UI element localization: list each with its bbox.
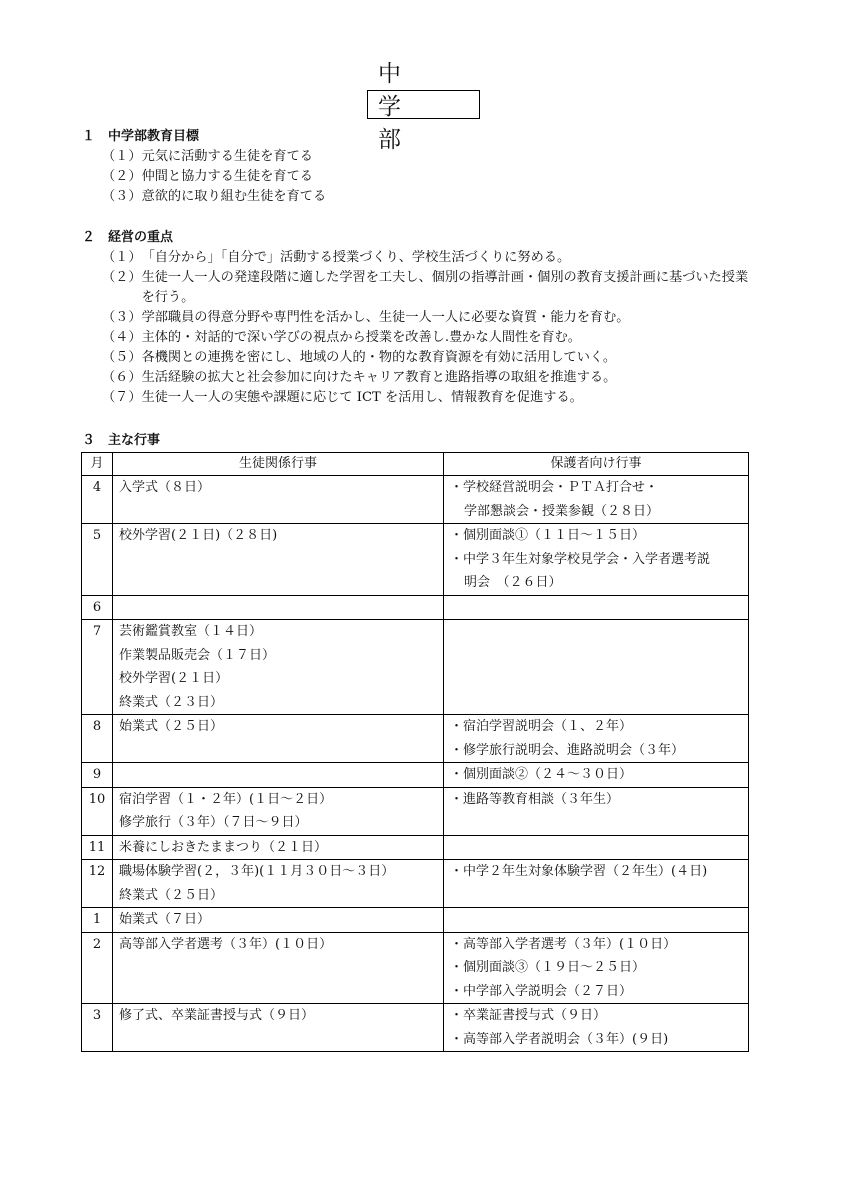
student-events-cell (113, 620, 444, 715)
list-item (82, 368, 772, 388)
table-row (82, 787, 749, 835)
student-events-cell (113, 595, 444, 620)
list-item-number: （２） (102, 169, 142, 184)
list-item (82, 328, 772, 348)
month-cell: 10 (82, 787, 113, 835)
section-events-heading-wrap (82, 431, 772, 451)
event-line: 校外学習(２１日） (119, 671, 229, 686)
parent-events-cell (444, 476, 749, 524)
list-item (82, 268, 772, 308)
list-item (82, 308, 772, 328)
student-events-cell (113, 860, 444, 908)
header-parent-events: 保護者向け行事 (444, 453, 749, 476)
student-events-cell (113, 476, 444, 524)
section-management-priorities (82, 228, 772, 408)
list-item-number: （１） (102, 149, 142, 164)
list-item-number: （７） (102, 390, 142, 405)
list-item-text: 生徒一人一人の実態や課題に応じて ICT を活用し、情報教育を促進する。 (141, 390, 583, 405)
event-line: 宿泊学習（１・２年）(１日～２日） (119, 791, 333, 807)
list-item-text: 仲間と協力する生徒を育てる (141, 169, 313, 184)
page-title: 中 学 部 (367, 90, 480, 119)
student-events-cell (113, 835, 444, 860)
list-item-number: （６） (102, 370, 142, 385)
student-events-cell (113, 524, 444, 596)
list-item (82, 248, 772, 268)
parent-events-cell (444, 763, 749, 788)
table-row (82, 476, 749, 524)
list-item (82, 388, 772, 408)
parent-events-cell (444, 860, 749, 908)
student-events-cell (113, 715, 444, 763)
event-line: 米養にしおきたままつり（２１日） (119, 839, 328, 855)
event-line: 始業式（２５日） (119, 719, 224, 734)
event-line: 校外学習(２１日)（２８日) (119, 528, 278, 543)
list-item (82, 167, 772, 187)
event-line: ・個別面談③（１９日～２５日） (450, 960, 646, 975)
parent-events-cell (444, 1004, 749, 1052)
list-item-number: （５） (102, 350, 142, 365)
header-student-events: 生徒関係行事 (113, 453, 444, 476)
table-row (82, 1004, 749, 1052)
parent-events-cell (444, 787, 749, 835)
parent-events-cell (444, 908, 749, 933)
list-item-number: （２） (102, 270, 142, 285)
event-line: ・修学旅行説明会、進路説明会（３年） (450, 742, 685, 758)
list-item-text: 主体的・対話的で深い学びの視点から授業を改善し.豊かな人間性を育む。 (141, 330, 581, 345)
events-table (81, 452, 749, 1052)
event-line: ・中学部入学説明会（２７日） (450, 983, 633, 999)
table-row (82, 860, 749, 908)
list-item-text: 生活経験の拡大と社会参加に向けたキャリア教育と進路指導の取組を推進する。 (141, 370, 617, 385)
list-item-text: 各機関との連携を密にし、地域の人的・物的な教育資源を有効に活用していく。 (141, 350, 617, 365)
list-item-number: （３） (102, 189, 142, 204)
event-line: 始業式（７日） (119, 912, 211, 927)
event-line: 学部懇談会・授業参観（２８日） (464, 503, 660, 519)
event-line: 修学旅行（３年）（７日～９日） (119, 815, 308, 830)
month-cell: 5 (82, 524, 113, 596)
section-heading: １ 中学部教育目標 (82, 129, 200, 144)
event-line: ・個別面談②（２４～３０日） (450, 767, 633, 782)
parent-events-cell (444, 620, 749, 715)
event-line: 終業式（２３日） (119, 694, 224, 710)
priorities-list (82, 248, 772, 408)
list-item (82, 348, 772, 368)
list-item (82, 187, 772, 207)
event-line: ・学校経営説明会・ＰＴＡ打合せ・ (450, 480, 659, 495)
parent-events-cell (444, 835, 749, 860)
month-cell: 9 (82, 763, 113, 788)
table-row (82, 715, 749, 763)
table-row (82, 595, 749, 620)
event-line: ・宿泊学習説明会（１、２年） (450, 719, 633, 734)
event-line: 終業式（２５日） (119, 887, 224, 903)
event-line: 作業製品販売会（１７日） (119, 647, 276, 663)
table-row (82, 835, 749, 860)
month-cell: 3 (82, 1004, 113, 1052)
list-item (82, 147, 772, 167)
list-item-text: 「自分から」「自分で」活動する授業づくり、学校生活づくりに努める。 (141, 250, 571, 265)
month-cell: 7 (82, 620, 113, 715)
table-header-row (82, 453, 749, 476)
list-item-text: 元気に活動する生徒を育てる (141, 149, 313, 164)
month-cell: 8 (82, 715, 113, 763)
parent-events-cell (444, 715, 749, 763)
section-heading: ３ 主な行事 (82, 433, 161, 448)
list-item-number: （３） (102, 310, 142, 325)
event-line: ・卒業証書授与式（９日） (450, 1008, 607, 1023)
table-row (82, 908, 749, 933)
month-cell: 11 (82, 835, 113, 860)
list-item-number: （４） (102, 330, 142, 345)
event-line: 芸術鑑賞教室（１４日） (119, 624, 263, 639)
table-row (82, 620, 749, 715)
section-education-goals (82, 127, 772, 207)
list-item-text: 生徒一人一人の発達段階に適した学習を工夫し、個別の指導計画・個別の教育支援計画に基づいた授業を行う。 (141, 270, 749, 305)
list-item-text: 学部職員の得意分野や専門性を活かし、生徒一人一人に必要な資質・能力を育む。 (141, 310, 630, 325)
month-cell: 12 (82, 860, 113, 908)
month-cell: 1 (82, 908, 113, 933)
month-cell: 4 (82, 476, 113, 524)
goals-list (82, 147, 772, 207)
event-line: ・個別面談①（１１日～１５日） (450, 528, 646, 543)
event-line: ・進路等教育相談（３年生） (450, 791, 620, 807)
event-line: ・中学２年生対象体験学習（２年生）(４日) (450, 864, 708, 879)
parent-events-cell (444, 524, 749, 596)
event-line: ・高等部入学者選考（３年）(１０日） (450, 936, 677, 952)
month-cell: 6 (82, 595, 113, 620)
list-item-text: 意欲的に取り組む生徒を育てる (141, 189, 327, 204)
student-events-cell (113, 932, 444, 1004)
parent-events-cell (444, 595, 749, 620)
event-line: 明会 （２６日） (464, 575, 562, 590)
student-events-cell (113, 908, 444, 933)
table-row (82, 524, 749, 596)
table-row (82, 932, 749, 1004)
list-item-number: （１） (102, 250, 142, 265)
student-events-cell (113, 1004, 444, 1052)
event-line: ・高等部入学者説明会（３年）(９日) (450, 1031, 669, 1047)
section-heading: ２ 経営の重点 (82, 230, 174, 245)
event-line: 高等部入学者選考（３年）(１０日） (119, 936, 333, 952)
event-line: ・中学３年生対象学校見学会・入学者選考説 (450, 551, 711, 567)
parent-events-cell (444, 932, 749, 1004)
header-month: 月 (82, 453, 113, 476)
month-cell: 2 (82, 932, 113, 1004)
event-line: 職場体験学習(２，３年)(１１月３０日～３日） (119, 864, 395, 879)
table-row (82, 763, 749, 788)
event-line: 修了式、卒業証書授与式（９日） (119, 1008, 315, 1023)
student-events-cell (113, 787, 444, 835)
student-events-cell (113, 763, 444, 788)
event-line: 入学式（８日） (119, 480, 211, 495)
